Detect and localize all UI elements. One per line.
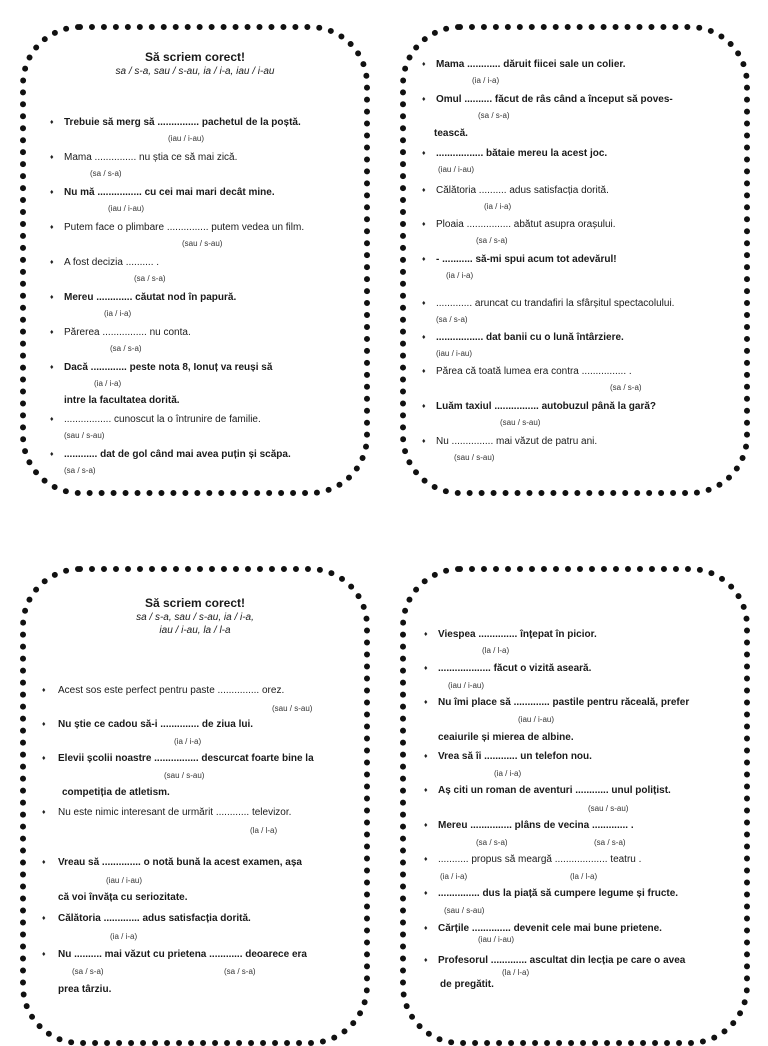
exercise-item: Elevii școlii noastre ................ descurcat foarte bine la: [58, 753, 314, 764]
exercise-item: ................. dat banii cu o lună întârziere.: [436, 332, 624, 343]
exercise-item-continuation: intre la facultatea dorită.: [64, 395, 180, 406]
bullet-icon: ♦: [42, 951, 46, 958]
hint-text: (ia / i-a): [174, 737, 202, 746]
card-subtitle: sa / s-a, sau / s-au, ia / i-a,: [136, 612, 254, 623]
exercise-item: Cărțile .............. devenit cele mai bune prietene.: [438, 923, 662, 934]
exercise-item: Nu îmi place să ............. pastile pentru răceală, prefer: [438, 697, 690, 708]
exercise-item: Călătoria ............. adus satisfacția dorită.: [58, 913, 251, 924]
hint-text: (sa / s-a): [478, 111, 510, 120]
bullet-icon: ♦: [422, 334, 426, 341]
exercise-item: Acest sos este perfect pentru paste ............... orez.: [58, 685, 285, 696]
exercise-item: Omul .......... făcut de râs când a început să poves-: [436, 94, 673, 105]
exercise-item: Luăm taxiul ................ autobuzul până la gară?: [436, 401, 657, 412]
hint-text: (sa / s-a): [436, 315, 468, 324]
exercise-item: ............... dus la piață să cumpere legume și fructe.: [438, 888, 679, 899]
bullet-icon: ♦: [422, 61, 426, 68]
hint-text: (ia / i-a): [494, 769, 522, 778]
exercise-card-3: [20, 566, 370, 1046]
bullet-icon: ♦: [50, 259, 54, 266]
hint-text: (iau / i-au): [168, 134, 205, 143]
bullet-icon: ♦: [424, 822, 428, 829]
hint-text: (iau / i-au): [108, 204, 145, 213]
bullet-icon: ♦: [50, 364, 54, 371]
exercise-item: ............. aruncat cu trandafiri la sfârșitul spectacolului.: [436, 298, 675, 309]
hint-text: (ia / i-a): [472, 76, 500, 85]
bullet-icon: ♦: [424, 631, 428, 638]
bullet-icon: ♦: [424, 856, 428, 863]
hint-text: (la / l-a): [570, 872, 598, 881]
bullet-icon: ♦: [422, 96, 426, 103]
hint-text: (la / l-a): [502, 968, 530, 977]
exercise-card-4: [400, 566, 750, 1046]
hint-text: (sa / s-a): [64, 466, 96, 475]
bullet-icon: ♦: [422, 221, 426, 228]
hint-text: (ia / i-a): [440, 872, 468, 881]
hint-text: (sa / s-a): [90, 169, 122, 178]
bullet-icon: ♦: [50, 294, 54, 301]
exercise-item: Mama ............ dăruit fiicei sale un colier.: [436, 59, 626, 70]
hint-text: (sa / s-a): [110, 344, 142, 353]
hint-text: (ia / i-a): [484, 202, 512, 211]
hint-text: (sau / s-au): [64, 431, 105, 440]
exercise-item: Viespea .............. înțepat în picior.: [438, 629, 597, 640]
bullet-icon: ♦: [422, 256, 426, 263]
exercise-item: ................... făcut o vizită aseară.: [438, 663, 592, 674]
hint-text: (sa / s-a): [610, 383, 642, 392]
bullet-icon: ♦: [42, 687, 46, 694]
hint-text: (sau / s-au): [500, 418, 541, 427]
exercise-item: Nu ............... mai văzut de patru ani.: [436, 436, 598, 447]
exercise-item: Ploaia ................ abătut asupra orașului.: [436, 219, 616, 230]
exercise-item: Trebuie să merg să ............... pachetul de la poștă.: [64, 117, 301, 128]
hint-text: (ia / i-a): [104, 309, 132, 318]
bullet-icon: ♦: [50, 329, 54, 336]
exercise-item: ................. cunoscut la o întrunire de familie.: [64, 414, 261, 425]
hint-text: (sa / s-a): [72, 967, 104, 976]
card-title: Să scriem corect!: [144, 596, 246, 610]
bullet-icon: ♦: [42, 809, 46, 816]
bullet-icon: ♦: [50, 416, 54, 423]
bullet-icon: ♦: [42, 859, 46, 866]
bullet-icon: ♦: [50, 451, 54, 458]
bullet-icon: ♦: [422, 438, 426, 445]
exercise-item: Mereu ............. căutat nod în papură.: [64, 292, 237, 303]
bullet-icon: ♦: [424, 699, 428, 706]
exercise-item: Putem face o plimbare ............... putem vedea un film.: [64, 222, 305, 233]
bullet-icon: ♦: [424, 925, 428, 932]
exercise-item: ............ dat de gol când mai avea puțin și scăpa.: [64, 449, 291, 460]
exercise-item: Mereu ............... plâns de vecina ............. .: [438, 820, 634, 831]
hint-text: (sa / s-a): [476, 236, 508, 245]
exercise-item: Părea că toată lumea era contra ................ .: [436, 366, 632, 377]
hint-text: (sau / s-au): [454, 453, 495, 462]
bullet-icon: ♦: [422, 300, 426, 307]
exercise-item: Dacă ............. peste nota 8, Ionuț va reuși să: [64, 362, 273, 373]
card-title: Să scriem corect!: [144, 50, 246, 64]
exercise-item: Nu mă ................ cu cei mai mari decât mine.: [64, 187, 275, 198]
exercise-item-continuation: competiția de atletism.: [62, 787, 170, 798]
bullet-icon: ♦: [42, 915, 46, 922]
card-subtitle: iau / i-au, la / l-a: [159, 625, 231, 636]
exercise-item: ........... propus să meargă ................... teatru .: [438, 854, 642, 865]
exercise-item: - ........... să-mi spui acum tot adevărul!: [436, 254, 617, 265]
hint-text: (sa / s-a): [476, 838, 508, 847]
exercise-item: Vrea să îi ............ un telefon nou.: [438, 751, 592, 762]
exercise-item: Nu .......... mai văzut cu prietena ............ deoarece era: [58, 949, 307, 960]
hint-text: (la / l-a): [250, 826, 278, 835]
bullet-icon: ♦: [424, 753, 428, 760]
bullet-icon: ♦: [50, 224, 54, 231]
exercise-card-2: [400, 24, 750, 496]
hint-text: (iau / i-au): [436, 349, 473, 358]
hint-text: (ia / i-a): [446, 271, 474, 280]
exercise-item-continuation: tească.: [434, 128, 468, 139]
bullet-icon: ♦: [42, 721, 46, 728]
hint-text: (sa / s-a): [134, 274, 166, 283]
exercise-item: Vreau să .............. o notă bună la acest examen, așa: [58, 857, 302, 868]
hint-text: (ia / i-a): [94, 379, 122, 388]
exercise-item: ................. bătaie mereu la acest joc.: [436, 148, 608, 159]
bullet-icon: ♦: [422, 187, 426, 194]
hint-text: (sau / s-au): [588, 804, 629, 813]
hint-text: (iau / i-au): [478, 935, 515, 944]
hint-text: (sa / s-a): [594, 838, 626, 847]
hint-text: (ia / i-a): [110, 932, 138, 941]
exercise-item-continuation: prea târziu.: [58, 984, 112, 995]
card-subtitle: sa / s-a, sau / s-au, ia / i-a, iau / i-au: [115, 66, 275, 77]
exercise-item: Aș citi un roman de aventuri ............ unul polițist.: [438, 785, 671, 796]
hint-text: (sau / s-au): [182, 239, 223, 248]
exercise-item-continuation: că voi învăța cu seriozitate.: [58, 892, 188, 903]
bullet-icon: ♦: [50, 119, 54, 126]
exercise-item: Nu este nimic interesant de urmărit ............ televizor.: [58, 807, 292, 818]
exercise-item-continuation: ceaiurile și mierea de albine.: [438, 732, 574, 743]
exercise-item: A fost decizia .......... .: [64, 257, 160, 268]
hint-text: (sau / s-au): [164, 771, 205, 780]
bullet-icon: ♦: [422, 150, 426, 157]
exercise-item: Părerea ................ nu conta.: [64, 327, 191, 338]
bullet-icon: ♦: [422, 368, 426, 375]
bullet-icon: ♦: [424, 665, 428, 672]
exercise-item: Mama ............... nu știa ce să mai zică.: [64, 152, 238, 163]
hint-text: (iau / i-au): [448, 681, 485, 690]
hint-text: (iau / i-au): [438, 165, 475, 174]
bullet-icon: ♦: [422, 403, 426, 410]
bullet-icon: ♦: [424, 957, 428, 964]
exercise-card-1: [20, 24, 370, 496]
exercise-item-continuation: de pregătit.: [440, 979, 494, 990]
exercise-item: Profesorul ............. ascultat din lecția pe care o avea: [438, 955, 686, 966]
exercise-item: Călătoria .......... adus satisfacția dorită.: [436, 185, 609, 196]
bullet-icon: ♦: [50, 154, 54, 161]
hint-text: (sau / s-au): [444, 906, 485, 915]
exercise-item: Nu știe ce cadou să-i .............. de ziua lui.: [58, 719, 254, 730]
hint-text: (iau / i-au): [518, 715, 555, 724]
hint-text: (iau / i-au): [106, 876, 143, 885]
bullet-icon: ♦: [424, 787, 428, 794]
bullet-icon: ♦: [424, 890, 428, 897]
bullet-icon: ♦: [50, 189, 54, 196]
hint-text: (sau / s-au): [272, 704, 313, 713]
hint-text: (sa / s-a): [224, 967, 256, 976]
bullet-icon: ♦: [42, 755, 46, 762]
hint-text: (la / l-a): [482, 646, 510, 655]
